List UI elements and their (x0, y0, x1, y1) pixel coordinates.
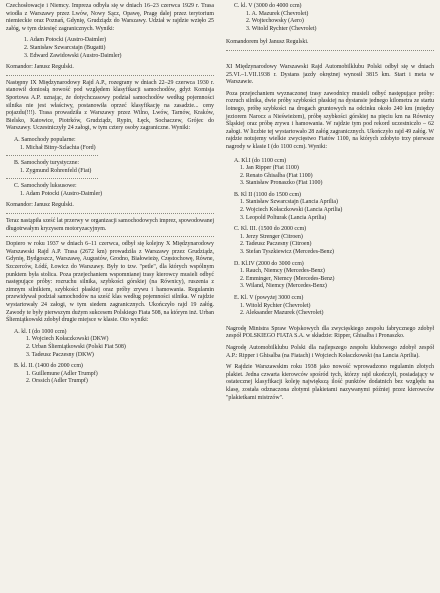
break-paragraph: Teraz nastąpiła sześć lat przerwy w organizacji samochodowych imprez, spowodowanej długotrwałym kryzysem motoryzacyjnym. (6, 218, 214, 232)
class-heading: D. Kl.IV (2000 do 3000 ccm) (234, 260, 304, 267)
class-heading: A. Kl.I (do 1100 ccm) (234, 157, 287, 164)
result-line: 1. A. Mazurek (Chevrolet) (246, 10, 309, 17)
section-divider (6, 236, 214, 237)
class-heading: C. Kl. III. (1500 do 2000 ccm) (234, 226, 307, 233)
result-line: 3. Edward Zawidowski (Austro-Daimler) (24, 52, 122, 59)
result-line: 1. Wojciech Kołaczkowski (DKW) (26, 336, 109, 343)
result-line: 1. Witold Rychter (Chevrolet) (240, 302, 311, 309)
result-line: 1. Guillemune (Adler Trumpf) (26, 370, 98, 377)
result-line: 2. Wojtechowsky (Aero) (246, 18, 304, 25)
komandor-line: Komandor: Janusz Regulski. (6, 202, 74, 209)
section-divider (226, 50, 434, 51)
result-line: 2. Orssich (Adler Trumpf) (26, 378, 88, 385)
result-line: 3. Tadeusz Paczesny (DKW) (26, 351, 94, 358)
rally-1937-class-a-results (6, 336, 214, 359)
class-heading: B. Kl II (1100 do 1500 ccm) (234, 191, 302, 198)
result-line: 3. Wiland, Niemcy (Mercedes-Benz) (240, 283, 327, 290)
result-line: 1. Adam Potocki (Austro-Daimler) (24, 37, 107, 44)
result-line: 2. Stanisław Szwarcstajn (Bugatti) (24, 44, 106, 51)
result-line: 1. Rauch, Niemcy (Mercedes-Benz) (240, 268, 325, 275)
rally-1938-class-a-results (226, 165, 434, 188)
result-line: 3. Leopold Polturak (Lancia Aprilia) (240, 214, 327, 221)
rally-1929-paragraph: Czechosłowacje i Niemcy. Impreza odbyła się w dniach 16–23 czerwca 1929 r. Trasa wiodła z Warszawy przez Lwów, Nowy Sącz, Opawę, Pragę dalej przez terytorium niemieckie oraz Poznań, Gdynię, Grudziądz do Warszawy. Udział w rajdzie wzięło 25 załóg, w tym dziesięć zagranicznych. Wyniki: (6, 3, 214, 32)
gold-plaques-paragraph: W Rajdzie Warszawskim roku 1938 jako nowość wprowadzono regulamin złotych plakiet. Jedna czwarta kierowców spośród tych, którzy rajd ukończyli, posiadający w ostatecznej klasyfikacji koleję największą ilość punktów dodatnich bez względu na klasę, została odznaczona złotymi plakietami nazywanymi później przez kierowców "plakietkami mistrzów". (226, 364, 434, 401)
result-line: 2. Aleksander Mazurek (Chevrolet) (240, 310, 324, 317)
rally-1929-results (6, 37, 214, 60)
rally-1937-paragraph: Dopiero w roku 1937 w dniach 6–11 czerwca, odbył się kolejny X Międzynarodowy Warszawski Rajd A.P. Trasa (2672 km) prowadziła z Warszawy przez Grudziądz, Gdynię, Bydgoszcz, Warszawę, Augustów, Grodno, Białowieżę, Częstochowę, Równe, Szczerców, Łódź, Łowicz do Warszawy. Były to tzw. "petle", dla których wspólnym punktem była stolica. Poza przejechaniem wspomnianej trasy kierowcy musieli odbyć następujące próby: rozruchu silnika, szybkości górskiej (na Równicy), ruszenia z zimnym silnikiem, szybkości płaskiej oraz próby zrywu i hamowania. Regulamin przewidywał podział samochodów na sześć klas według pojemności silnika. W rajdzie wystartowały 24 załogi, w tym siedem zagranicznych. Ukończyło rajd 19 załóg. Zawody te były pierwszym dużym sukcesem Polskiego Fiata 508, na którym inż. Urban Śliemiątkowski zdobył drugie miejsce w klasie. Oto wyniki: (6, 241, 214, 324)
class-heading: E. Kl. V (powyżej 3000 ccm) (234, 295, 304, 301)
award-club-paragraph: Nagrodę Automobilklubu Polski dla najlepszego zespołu klubowego zdobył zespół A.P.: Ripper i Ghisalba (na Fiatach) i Wojciech Kołaczkowski (na Lancia Aprilia). (226, 344, 434, 359)
left-column (6, 3, 214, 386)
rally-1937-class-b-results (6, 371, 214, 386)
class-heading: B. kl. II. (1400 do 2000 ccm) (14, 363, 83, 370)
class-heading: B. Samochody turystyczne: (14, 160, 79, 167)
result-line: 2. Tadeusz Paczesny (Citroen) (240, 241, 312, 248)
section-divider (6, 213, 214, 214)
class-heading: A. kl. I (do 1000 ccm) (14, 328, 67, 335)
rally-1938-class-c-results (226, 234, 434, 257)
komandor-line: Komandorem był Janusz Regulski. (226, 39, 309, 46)
right-column (226, 3, 434, 402)
class-heading: C. Samochody luksusowe: (14, 183, 77, 190)
class-heading: C. kl. V (3000 do 4000 ccm) (234, 3, 302, 9)
result-line: 2. Emminger, Niemcy (Mercedes-Benz) (240, 275, 335, 282)
result-line: 3. Stefan Tyszkiewicz (Mercedes-Benz) (240, 249, 335, 256)
section-divider (6, 75, 214, 76)
result-line: 1. Stanisław Szwarcstajn (Lancia Aprilia) (240, 199, 338, 206)
result-line: 2. Urban Śliemiątkowski (Polski Fiat 508) (26, 343, 126, 350)
award-minister-paragraph: Nagrodę Ministra Spraw Wojskowych dla zwycięskiego zespołu fabrycznego zdobył zespół POLSKIEGO FIATA S.A. w składzie: Ripper, Ghisalba i Pronaszko. (226, 325, 434, 340)
rally-1930-paragraph: Następny IX Międzynarodowy Rajd A.P., rozegrany w dniach 22–29 czerwca 1930 r. stanowił doniosłą nowość pod względem klasyfikacji samochodów, gdyż Komisja Sportowa A.P. uznając, że dotychczasowy podział samochodów według pojemności silnika nie jest właściwy, postanowiła oprzeć klasyfikację na zasadzie... ceny pojazdu(!!!). Trasa prowadziła z Warszawy przez Wilno, Lwów, Tarnów, Kraków, Bielsko, Katowice, Piotrków, Grudziądz, Rypin, Łęck, Sochaczew, Grójec do Warszawy. Uczestniczyły 24 załogi, w tym cztery osoby zagraniczne. Wyniki: (6, 79, 214, 132)
result-line: 1. Adam Potocki (Austro-Daimler) (20, 190, 103, 197)
rally-1937-class-c-results (226, 11, 434, 34)
komandor-line: Komandor: Janusz Regulski. (6, 64, 74, 71)
result-line: 3. Witold Rychter (Chevrolet) (246, 25, 317, 32)
dotted-separator (6, 155, 98, 156)
rally-1938-class-e-results (226, 303, 434, 318)
result-line: 1. Jan Ripper (Fiat 1100) (240, 165, 299, 172)
result-line: 1. Michał Bitny-Szlachta (Ford) (20, 144, 96, 151)
result-line: 1. Jerzy Strenger (Citroen) (240, 233, 303, 240)
result-line: 1. Zygmund Rohrenfeld (Fiat) (20, 167, 92, 174)
rally-1938-trials-paragraph: Poza przejechaniem wyznaczonej trasy zawodnicy musieli odbyć następujące próby: rozruch silnika, dwie próby szybkości płaskiej na dystansie jednego kilometra ze startu lotnego, próbę szybkości na drogach gruntowych na odcinku około 240 km (między jeziorem Narocz a Nieświeżem), próbę szybkości górskiej na pięciu km na Równicy Śląskiej oraz próbę zrywu i hamowania. W rajdzie tym pod rekord uczestniczło – 62 załogi. W liczbie tej wystartowało 28 załóg zagranicznych. Ukończyło rajd 49 załóg. W rajdzie notujemy wielkie zwycięstwo Fiatów 1100, na których zdobyto trzy pierwsze nagrody w klasie I (do 1100 ccm). Wyniki: (226, 90, 434, 150)
result-line: 2. Wojciech Kołaczkowski (Lancia Aprilia) (240, 207, 343, 214)
rally-1938-class-d-results (226, 268, 434, 291)
dotted-separator (6, 178, 98, 179)
result-line: 3. Stanisław Pronaszko (Fiat 1100) (240, 180, 323, 187)
rally-1938-paragraph: XI Międzynarodowy Warszawski Rajd Automobilklubu Polski odbył się w dniach 25.VI.–1.VII.1938 r. Dystans jazdy okrężnej wynosił 3815 km. Start i meta w Warszawie. (226, 63, 434, 86)
class-heading: A. Samochody popularne: (14, 136, 76, 143)
result-line: 2. Renato Ghisalba (Fiat 1100) (240, 172, 313, 179)
rally-1938-class-b-results (226, 199, 434, 222)
